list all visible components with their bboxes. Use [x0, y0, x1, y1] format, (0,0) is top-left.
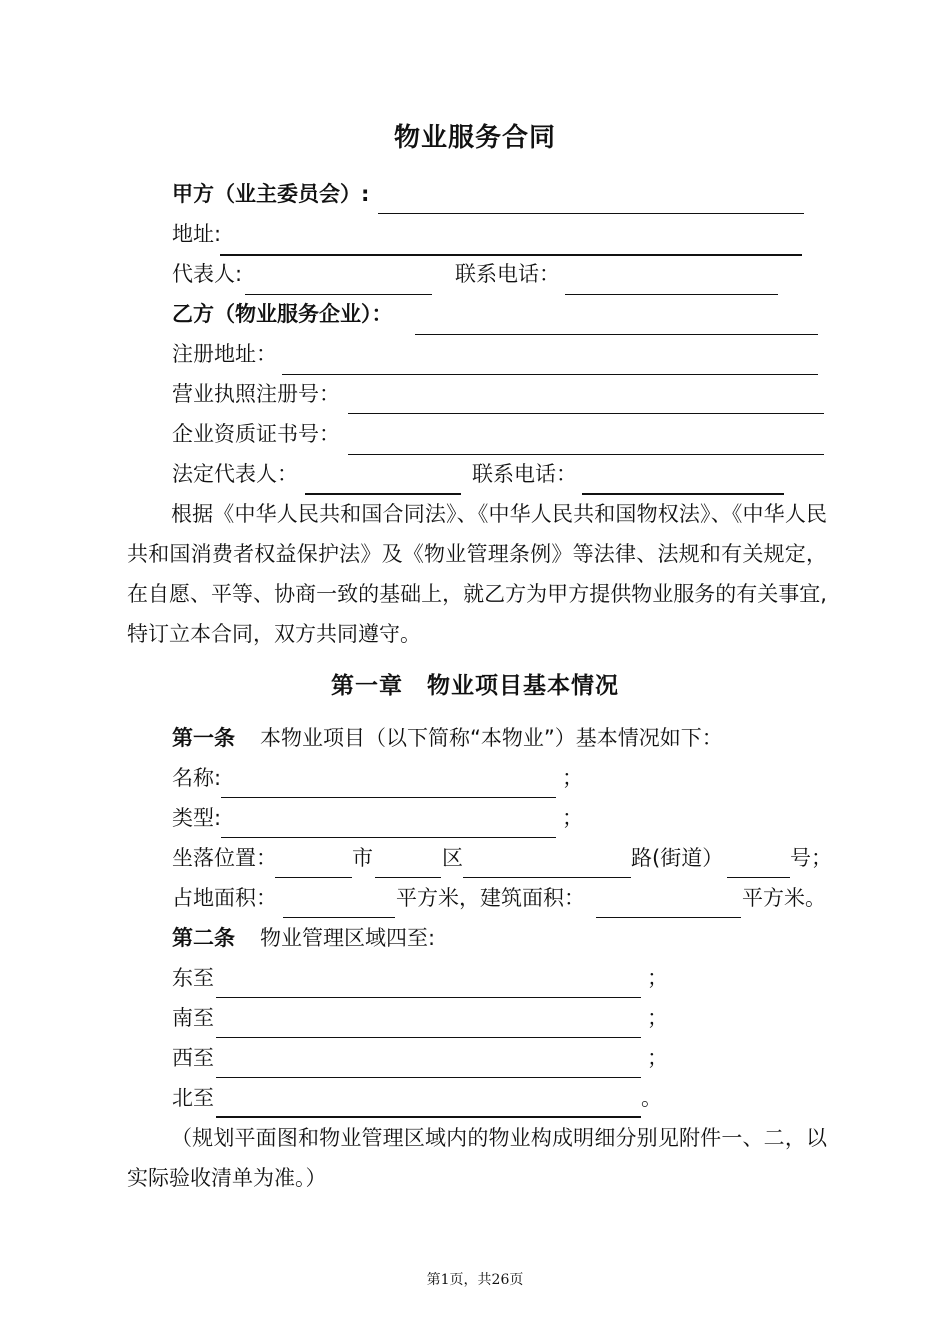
article2-note: （规划平面图和物业管理区域内的物业构成明细分别见附件一、二，以实际验收清单为准。）	[127, 1126, 827, 1190]
building-area-blank[interactable]	[596, 917, 741, 918]
property-name-label: 名称:	[172, 766, 222, 790]
preamble-paragraph: 根据《中华人民共和国合同法》、《中华人民共和国物权法》、《中华人民共和国消费者权益保护法》及《物业管理条例》等法律、法规和有关规定，在自愿、平等、协商一致的基础上，就乙方为甲方提供物业服务的有关事宜,特订立本合同，双方共同遵守。	[127, 502, 827, 646]
property-type-blank[interactable]	[221, 837, 556, 838]
party-a-label: 甲方（业主委员会）:	[172, 182, 370, 206]
location-district-label: 区	[442, 846, 463, 870]
location-city-blank[interactable]	[275, 877, 352, 878]
party-b-qualification-blank[interactable]	[348, 454, 824, 455]
party-b-label: 乙方（物业服务企业）：	[172, 302, 393, 326]
building-area-unit: 平方米。	[742, 886, 826, 910]
boundary-east-blank[interactable]	[216, 997, 641, 998]
boundary-east-label: 东至	[172, 966, 214, 990]
party-b-legal-rep-label: 法定代表人：	[172, 462, 298, 486]
boundary-south-semicolon: ；	[647, 1006, 668, 1030]
party-b-blank[interactable]	[415, 334, 818, 335]
article2-text: 物业管理区域四至:	[260, 926, 436, 950]
location-label: 坐落位置：	[172, 846, 277, 870]
party-b-license-label: 营业执照注册号：	[172, 382, 340, 406]
article1-label: 第一条	[172, 726, 235, 750]
party-b-qualification-label: 企业资质证书号：	[172, 422, 340, 446]
party-b-license-blank[interactable]	[348, 413, 824, 414]
property-type-label: 类型:	[172, 806, 222, 830]
boundary-east-semicolon: ；	[647, 966, 668, 990]
boundary-south-blank[interactable]	[216, 1037, 641, 1038]
boundary-west-blank[interactable]	[216, 1077, 641, 1078]
party-b-reg-address-label: 注册地址：	[172, 342, 277, 366]
building-area-label: 平方米，建筑面积：	[396, 886, 585, 910]
party-b-reg-address-blank[interactable]	[282, 374, 818, 375]
party-a-address-label: 地址:	[172, 222, 222, 246]
location-city-label: 市	[352, 846, 373, 870]
location-number-label: 号；	[790, 846, 832, 870]
party-a-blank[interactable]	[378, 213, 804, 214]
party-a-rep-label: 代表人:	[172, 262, 243, 286]
property-name-semicolon: ；	[562, 766, 583, 790]
location-road-label: 路(街道）	[631, 846, 724, 870]
party-a-phone-blank[interactable]	[565, 294, 778, 295]
page-footer: 第1页，共26页	[426, 1272, 524, 1288]
property-type-semicolon: ；	[562, 806, 583, 830]
boundary-south-label: 南至	[172, 1006, 214, 1030]
document-title: 物业服务合同	[393, 123, 556, 153]
boundary-north-label: 北至	[172, 1086, 214, 1110]
article1-text: 本物业项目（以下简称“本物业”）基本情况如下：	[260, 726, 723, 750]
party-a-address-blank[interactable]	[220, 254, 802, 256]
boundary-west-semicolon: ；	[647, 1046, 668, 1070]
boundary-west-label: 西至	[172, 1046, 214, 1070]
property-name-blank[interactable]	[221, 797, 556, 798]
location-road-blank[interactable]	[463, 877, 631, 878]
land-area-blank[interactable]	[283, 917, 395, 918]
article2-label: 第二条	[172, 926, 235, 950]
boundary-north-period: 。	[641, 1086, 662, 1110]
location-number-blank[interactable]	[727, 877, 790, 878]
chapter-heading: 第一章 物业项目基本情况	[331, 673, 619, 699]
location-district-blank[interactable]	[375, 877, 441, 878]
party-b-phone-label: 联系电话：	[472, 462, 577, 486]
party-a-phone-label: 联系电话：	[455, 262, 560, 286]
land-area-label: 占地面积：	[172, 886, 277, 910]
party-a-rep-blank[interactable]	[245, 294, 432, 295]
